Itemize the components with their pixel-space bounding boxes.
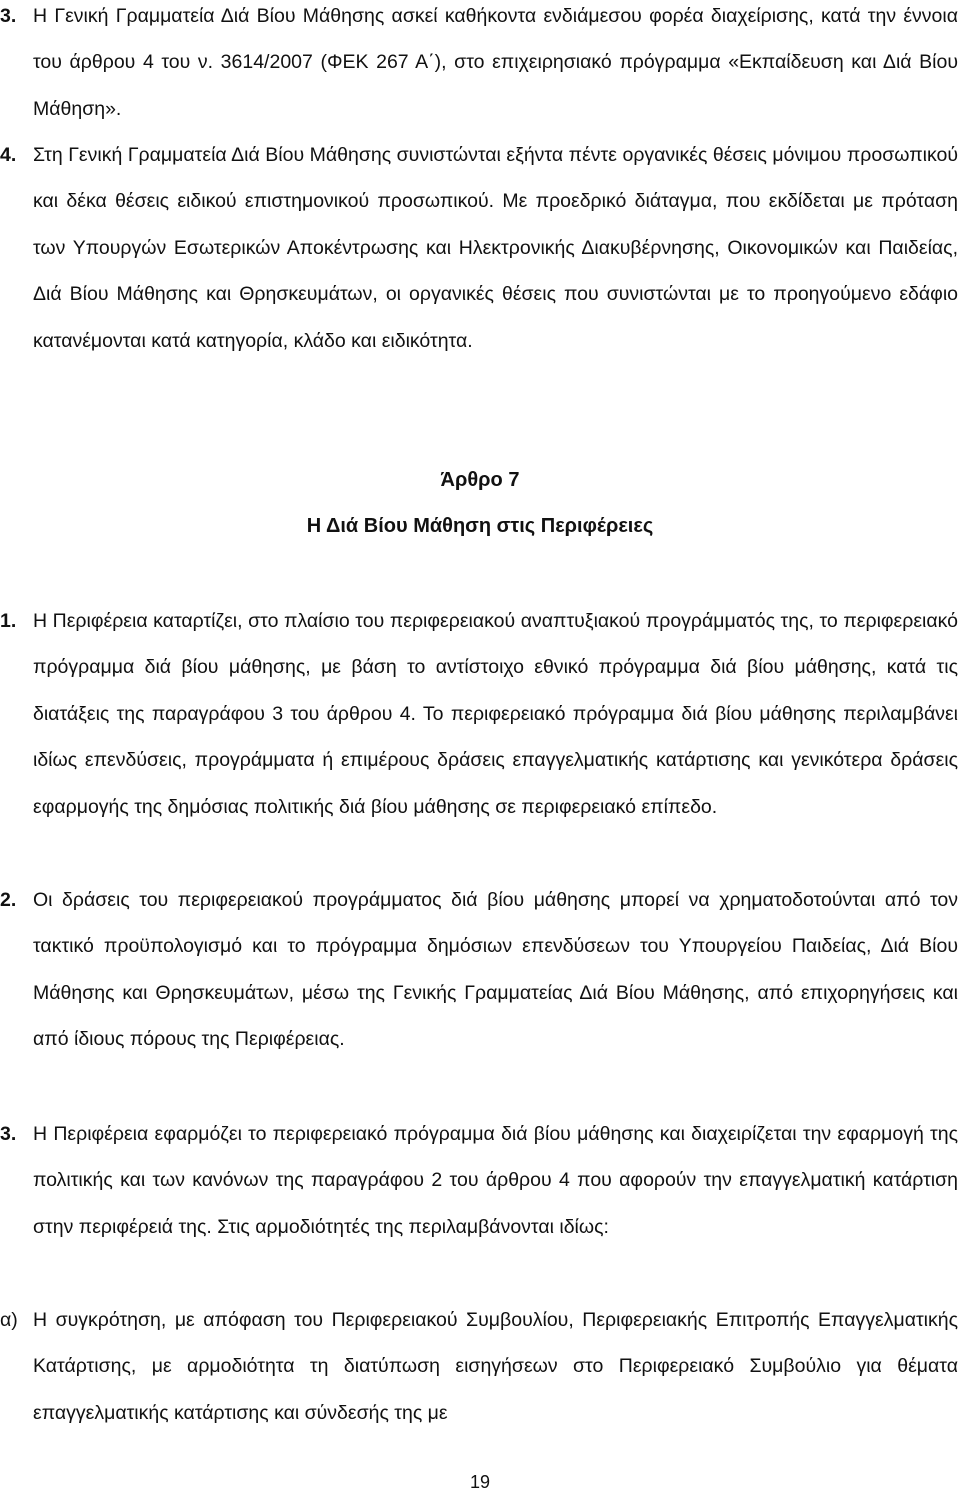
- article-title: Η Διά Βίου Μάθηση στις Περιφέρειες: [306, 515, 654, 537]
- paragraph-number: 3.: [0, 1123, 17, 1145]
- item-label: α): [0, 1309, 18, 1331]
- article-number: Άρθρο 7: [440, 469, 520, 491]
- paragraph-text: Η Περιφέρεια εφαρμόζει το περιφερειακό πρόγραμμα διά βίου μάθησης και διαχειρίζεται την εφαρμογή της πολιτικής και των κανόνων της παραγράφου 2 του άρθρου 4 που αφορούν την επαγγελματική κατάρτιση στην περιφέρειά της. Στις αρμοδιότητές της περιλαμβάνονται ιδίως:: [33, 1123, 958, 1238]
- article-paragraph-1: [0, 598, 958, 830]
- item-text: Η συγκρότηση, με απόφαση του Περιφερειακού Συμβουλίου, Περιφερειακής Επιτροπής Επαγγελματικής Κατάρτισης, με αρμοδιότητα τη διατύπωση εισηγήσεων στο Περιφερειακό Συμβούλιο για θέματα επαγγελματικής κατάρτισης και σύνδεσής της με: [33, 1309, 958, 1424]
- paragraph-text: Η Γενική Γραμματεία Διά Βίου Μάθησης ασκεί καθήκοντα ενδιάμεσου φορέα διαχείρισης, κατά την έννοια του άρθρου 4 του ν. 3614/2007 (ΦΕΚ 267 Α΄), στο επιχειρησιακό πρόγραμμα «Εκπαίδευση και Διά Βίου Μάθηση».: [33, 5, 958, 120]
- paragraph-text: Στη Γενική Γραμματεία Διά Βίου Μάθησης συνιστώνται εξήντα πέντε οργανικές θέσεις μόνιμου προσωπικού και δέκα θέσεις ειδικού επιστημονικού προσωπικού. Με προεδρικό διάταγμα, που εκδίδεται με πρόταση των Υπουργών Εσωτερικών Αποκέντρωσης και Ηλεκτρονικής Διακυβέρνησης, Οικονομικών και Παιδείας, Διά Βίου Μάθησης και Θρησκευμάτων, οι οργανικές θέσεις που συνιστώνται με το προηγούμενο εδάφιο κατανέμονται κατά κατηγορία, κλάδο και ειδικότητα.: [33, 144, 958, 352]
- paragraph-number: 1.: [0, 610, 17, 632]
- paragraph-text: Οι δράσεις του περιφερειακού προγράμματος διά βίου μάθησης μπορεί να χρηματοδοτούνται από τον τακτικό προϋπολογισμό και το πρόγραμμα δημόσιων επενδύσεων του Υπουργείου Παιδείας, Διά Βίου Μάθησης και Θρησκευμάτων, μέσω της Γενικής Γραμματείας Διά Βίου Μάθησης, από επιχορηγήσεις και από ίδιους πόρους της Περιφέρειας.: [33, 889, 958, 1051]
- paragraph-4: [0, 132, 958, 364]
- article-item-a: [0, 1297, 958, 1436]
- paragraph-number: 3.: [0, 5, 17, 27]
- article-paragraph-2: [0, 877, 958, 1063]
- paragraph-text: Η Περιφέρεια καταρτίζει, στο πλαίσιο του περιφερειακού αναπτυξιακού προγράμματός της, το περιφερειακό πρόγραμμα διά βίου μάθησης, με βάση το αντίστοιχο εθνικό πρόγραμμα διά βίου μάθησης, κατά τις διατάξεις της παραγράφου 3 του άρθρου 4. Το περιφερειακό πρόγραμμα διά βίου μάθησης περιλαμβάνει ιδίως επενδύσεις, προγράμματα ή επιμέρους δράσεις επαγγελματικής κατάρτισης και γενικότερα δράσεις εφαρμογής της δημόσιας πολιτικής διά βίου μάθησης σε περιφερειακό επίπεδο.: [33, 610, 958, 818]
- paragraph-number: 4.: [0, 144, 17, 166]
- article-paragraph-3: [0, 1111, 958, 1250]
- paragraph-3: [0, 0, 958, 132]
- page-number: 19: [469, 1472, 491, 1492]
- paragraph-number: 2.: [0, 889, 17, 911]
